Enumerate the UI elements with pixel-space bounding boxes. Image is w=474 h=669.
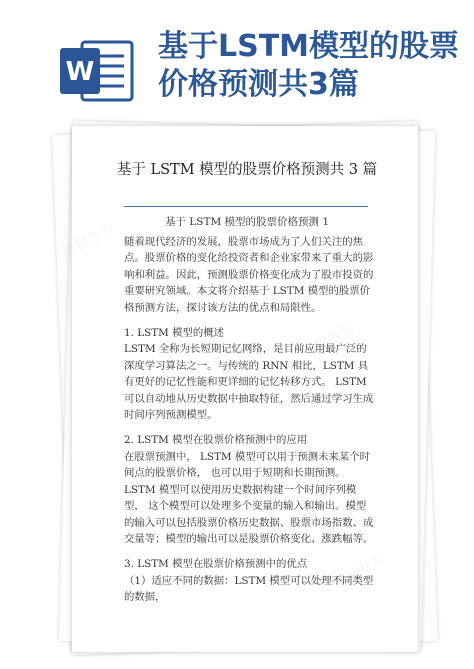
word-logo-letter: W: [65, 57, 95, 87]
header-banner: [0, 0, 474, 118]
section-heading-3: 3. LSTM 模型在股票价格预测中的优点: [124, 558, 308, 571]
section-paragraph-1: LSTM 全称为长短期记忆网络，是目前应用最广泛的深度学习算法之一。与传统的 RNN 相比，LSTM 具有更好的记忆性能和更详细的记忆转移方式。 LSTM 可以自动地从历史数据中抽取特征，然后通过学习生成时间序列预测模型。: [124, 343, 374, 422]
section-paragraph-2: 在股票预测中， LSTM 模型可以用于预测未来某个时间点的股票价格， 也可以用于短期和长期预测。LSTM 模型可以使用历史数据构建一个时间序列模型， 这个模型可以处理多个变量的输入和输出。模型的输入可以包括股票价格历史数据、股票市场指数、成交量等；模型的输出可以是股票价格变化、涨跌幅等。: [124, 450, 374, 545]
section-heading-1: 1. LSTM 模型的概述: [124, 327, 225, 340]
title-divider: [124, 206, 368, 207]
section-paragraph-3: （1）适应不同的数据：LSTM 模型可以处理不同类型的数据，: [124, 574, 374, 604]
document-body: [124, 234, 374, 606]
document-title: 基于 LSTM 模型的股票价格预测共 3 篇: [116, 162, 378, 178]
document-page: [72, 126, 418, 652]
intro-paragraph: 随着现代经济的发展，股票市场成为了人们关注的焦点。股票价格的变化给投资者和企业家带来了重大的影响和利益。因此，预测股票价格变化成为了股市投资的重要研究领域。本文将介绍基于 LSTM 模型的股票价格预测方法，探讨该方法的优点和局限性。: [124, 236, 374, 314]
word-icon: [58, 38, 134, 104]
document-subheading: 基于 LSTM 模型的股票价格预测 1: [164, 216, 330, 228]
banner-title: 基于LSTM模型的股票价格预测共3篇: [158, 29, 460, 102]
section-heading-2: 2. LSTM 模型在股票价格预测中的应用: [124, 434, 308, 447]
